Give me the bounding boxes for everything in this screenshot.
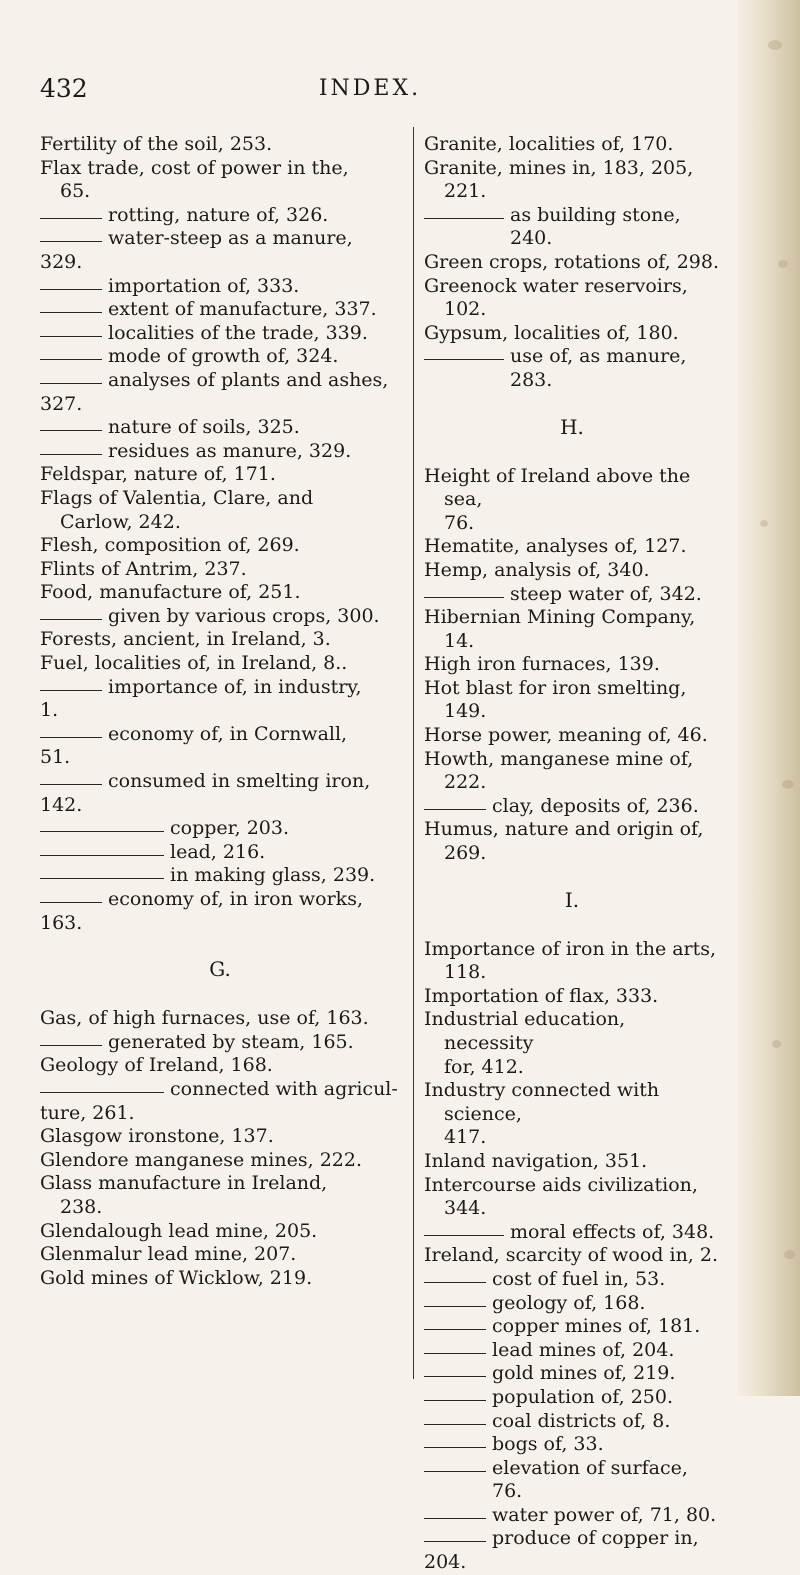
index-entry: Fuel, localities of, in Ireland, 8.. bbox=[40, 652, 348, 675]
index-subentry: bogs of, 33. bbox=[424, 1433, 720, 1457]
index-entry: Gold mines of Wicklow, 219. bbox=[40, 1266, 313, 1289]
index-subentry: water-steep as a manure, bbox=[40, 227, 400, 251]
index-entry: Hematite, analyses of, 127. bbox=[424, 535, 687, 558]
index-subentry: copper mines of, 181. bbox=[424, 1315, 720, 1339]
index-entry: Height of Ireland above the sea, bbox=[424, 464, 691, 511]
index-entry: 417. bbox=[444, 1126, 487, 1149]
index-entry: Importation of flax, 333. bbox=[424, 984, 659, 1007]
index-entry: Fertility of the soil, 253. bbox=[40, 133, 273, 155]
index-subentry: as building stone, 240. bbox=[424, 204, 720, 251]
index-entry: 65. bbox=[60, 180, 91, 203]
index-entry: Greenock water reservoirs, 102. bbox=[424, 274, 688, 321]
index-subentry: connected with agricul- bbox=[40, 1078, 400, 1102]
index-entry: Hot blast for iron smelting, 149. bbox=[424, 676, 687, 723]
index-subentry-wrap: ture, 261. bbox=[40, 1101, 135, 1124]
section-letter-g: G. bbox=[209, 957, 231, 982]
column-divider bbox=[413, 127, 414, 1379]
index-subentry: water power of, 71, 80. bbox=[424, 1504, 720, 1528]
index-entry: 238. bbox=[60, 1195, 103, 1218]
index-entry: Granite, mines in, 183, 205, 221. bbox=[424, 156, 694, 203]
index-subentry-wrap: 204. bbox=[424, 1551, 467, 1574]
index-subentry: steep water of, 342. bbox=[424, 583, 720, 607]
index-subentry: importance of, in industry, bbox=[40, 676, 400, 700]
index-subentry-wrap: 327. bbox=[40, 392, 83, 415]
index-entry: Gypsum, localities of, 180. bbox=[424, 321, 679, 344]
index-subentry-wrap: 329. bbox=[40, 250, 83, 273]
index-entry: Glendore manganese mines, 222. bbox=[40, 1148, 362, 1171]
index-entry: Importance of iron in the arts, bbox=[424, 937, 717, 960]
index-entry: Glenmalur lead mine, 207. bbox=[40, 1243, 297, 1266]
index-subentry: use of, as manure, 283. bbox=[424, 345, 720, 392]
index-entry: Ireland, scarcity of wood in, 2. bbox=[424, 1244, 719, 1267]
index-entry: Intercourse aids civilization, 344. bbox=[424, 1173, 698, 1220]
index-subentry: localities of the trade, 339. bbox=[40, 322, 400, 346]
index-entry: Glass manufacture in Ireland, bbox=[40, 1172, 328, 1195]
index-subentry: clay, deposits of, 236. bbox=[424, 795, 720, 819]
index-subentry: copper, 203. bbox=[40, 817, 400, 841]
index-subentry: economy of, in Cornwall, bbox=[40, 723, 400, 747]
index-entry: for, 412. bbox=[444, 1055, 524, 1078]
index-subentry-wrap: 163. bbox=[40, 911, 83, 934]
index-entry: 118. bbox=[444, 961, 487, 984]
index-entry: Glendalough lead mine, 205. bbox=[40, 1219, 318, 1242]
index-entry: Geology of Ireland, 168. bbox=[40, 1054, 273, 1077]
index-subentry: population of, 250. bbox=[424, 1386, 720, 1410]
index-subentry: geology of, 168. bbox=[424, 1292, 720, 1316]
index-entry: Gas, of high furnaces, use of, 163. bbox=[40, 1007, 369, 1030]
index-column-right bbox=[424, 133, 720, 1575]
index-entry: Humus, nature and origin of, bbox=[424, 818, 704, 841]
index-entry: Industry connected with science, bbox=[424, 1079, 660, 1125]
index-subentry: elevation of surface, 76. bbox=[424, 1457, 720, 1504]
index-entry: High iron furnaces, 139. bbox=[424, 653, 660, 676]
index-subentry-wrap: 142. bbox=[40, 793, 83, 816]
index-entry: Hemp, analysis of, 340. bbox=[424, 558, 650, 581]
running-head: INDEX. bbox=[318, 76, 422, 101]
index-subentry: lead, 216. bbox=[40, 841, 400, 865]
index-entry: Howth, manganese mine of, 222. bbox=[424, 747, 694, 794]
index-entry: Forests, ancient, in Ireland, 3. bbox=[40, 628, 331, 651]
index-entry: 76. bbox=[444, 511, 475, 534]
index-subentry: given by various crops, 300. bbox=[40, 605, 400, 629]
index-subentry: importation of, 333. bbox=[40, 275, 400, 299]
index-entry: Flags of Valentia, Clare, and bbox=[40, 486, 314, 509]
index-subentry: analyses of plants and ashes, bbox=[40, 369, 400, 393]
index-entry: Flax trade, cost of power in the, bbox=[40, 156, 349, 179]
index-subentry: in making glass, 239. bbox=[40, 864, 400, 888]
index-entry: Horse power, meaning of, 46. bbox=[424, 724, 708, 747]
index-subentry: extent of manufacture, 337. bbox=[40, 298, 400, 322]
page-number: 432 bbox=[40, 74, 88, 103]
index-subentry: gold mines of, 219. bbox=[424, 1362, 720, 1386]
index-entry: Inland navigation, 351. bbox=[424, 1149, 648, 1172]
index-entry: Food, manufacture of, 251. bbox=[40, 581, 301, 604]
page-edge bbox=[738, 0, 800, 1396]
index-subentry: lead mines of, 204. bbox=[424, 1339, 720, 1363]
index-subentry: consumed in smelting iron, bbox=[40, 770, 400, 794]
index-entry: Carlow, 242. bbox=[60, 510, 181, 533]
index-subentry: nature of soils, 325. bbox=[40, 416, 400, 440]
index-column-left bbox=[40, 133, 400, 1290]
index-entry: Flints of Antrim, 237. bbox=[40, 557, 247, 580]
index-entry: Flesh, composition of, 269. bbox=[40, 534, 300, 557]
index-subentry-wrap: 51. bbox=[40, 746, 71, 769]
index-subentry: mode of growth of, 324. bbox=[40, 345, 400, 369]
index-entry: 269. bbox=[444, 842, 487, 865]
index-subentry: produce of copper in, bbox=[424, 1527, 720, 1551]
section-letter-i: I. bbox=[564, 887, 580, 912]
index-entry: Green crops, rotations of, 298. bbox=[424, 250, 720, 273]
page-header bbox=[40, 74, 700, 114]
index-subentry: economy of, in iron works, bbox=[40, 888, 400, 912]
index-entry: Granite, localities of, 170. bbox=[424, 133, 674, 155]
index-subentry: generated by steam, 165. bbox=[40, 1031, 400, 1055]
index-subentry: moral effects of, 348. bbox=[424, 1221, 720, 1245]
index-entry: Industrial education, necessity bbox=[424, 1008, 626, 1054]
section-letter-h: H. bbox=[560, 414, 584, 439]
index-entry: Feldspar, nature of, 171. bbox=[40, 463, 276, 486]
index-entry: Glasgow ironstone, 137. bbox=[40, 1125, 274, 1148]
index-subentry-wrap: 1. bbox=[40, 699, 59, 722]
index-subentry: residues as manure, 329. bbox=[40, 440, 400, 464]
index-subentry: coal districts of, 8. bbox=[424, 1410, 720, 1434]
index-subentry: cost of fuel in, 53. bbox=[424, 1268, 720, 1292]
index-entry: Hibernian Mining Company, 14. bbox=[424, 606, 696, 652]
index-subentry: rotting, nature of, 326. bbox=[40, 204, 400, 228]
